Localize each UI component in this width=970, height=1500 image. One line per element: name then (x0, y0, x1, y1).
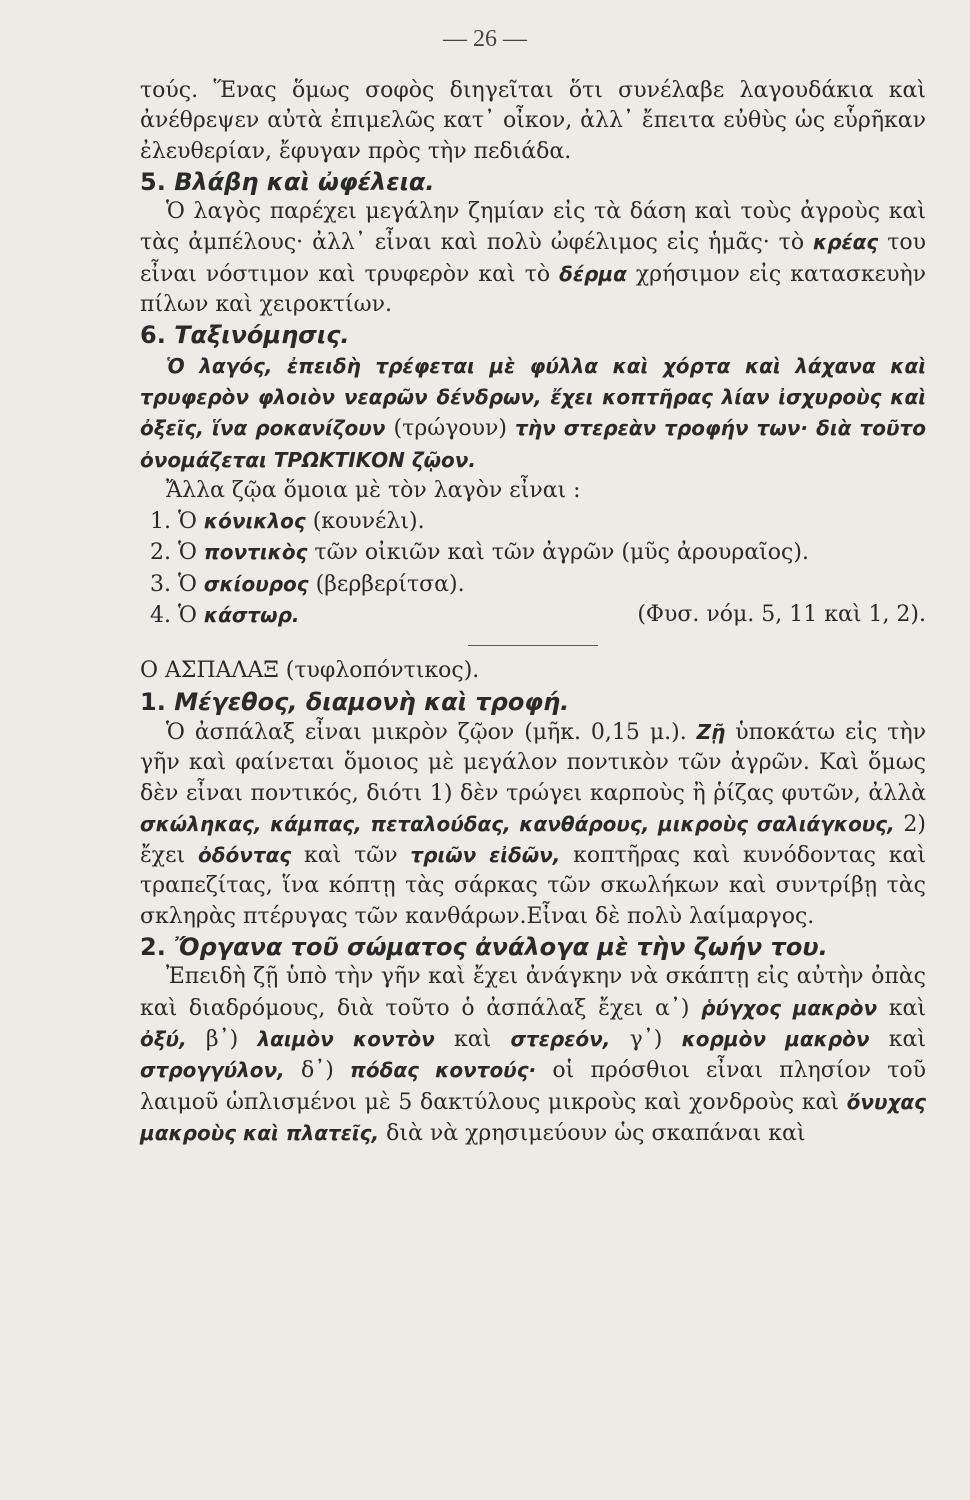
list-item: 4. Ὁ κάστωρ. (Φυσ. νόμ. 5, 11 καὶ 1, 2). (150, 600, 926, 631)
section-title: Ο ΑΣΠΑΛΑΞ (τυφλοπόντικος). (140, 658, 480, 684)
paragraph-damage: Ὁ λαγὸς παρέχει μεγάλην ζημίαν εἰς τὰ δάση καὶ τοὺς ἀγροὺς καὶ τὰς ἀμπέλους· ἀλλ᾿ εἶναι καὶ πολὺ ὠφέλιμος εἰς ἡμᾶς· τὸ κρέας του εἶναι νόστιμον καὶ τρυφερὸν καὶ τὸ δέρμα χρήσιμον εἰς κατασκευὴν πίλων καὶ χειροκτίων. (140, 199, 926, 318)
reference: (Φυσ. νόμ. 5, 11 καὶ 1, 2). (637, 602, 926, 628)
similar-animals-list (140, 506, 926, 631)
heading-classification: 6. Ταξινόμησις. (140, 321, 350, 350)
paragraph-similar-animals: Ἄλλα ζῷα ὅμοια μὲ τὸν λαγὸν εἶναι : (166, 477, 581, 503)
paragraph-body-organs: Ἐπειδὴ ζῇ ὑπὸ τὴν γῆν καὶ ἔχει ἀνάγκην νὰ σκάπτῃ εἰς αὐτὴν ὀπὰς καὶ διαδρόμους, διὰ τοῦτο ὁ ἀσπάλαξ ἔχει α᾿) ῥύγχος μακρὸν καὶ ὀξύ, β᾿) λαιμὸν κοντὸν καὶ στερεόν, γ᾿) κορμὸν μακρὸν καὶ στρογγύλον, δ᾿) πόδας κοντούς· οἱ πρόσθιοι εἶναι πλησίον τοῦ λαιμοῦ ὡπλισμένοι μὲ 5 δακτύλους μικροὺς καὶ χονδροὺς καὶ ὄνυχας μακροὺς καὶ πλατεῖς, διὰ νὰ χρησιμεύουν ὡς σκαπάναι καὶ (140, 964, 927, 1146)
paragraph-mole-description: Ὁ ἀσπάλαξ εἶναι μικρὸν ζῷον (μῆκ. 0,15 μ.). Ζῇ ὑποκάτω εἰς τὴν γῆν καὶ φαίνεται ὅμοιος μὲ μεγάλον ποντικὸν τῶν ἀγρῶν. Καὶ ὅμως δὲν εἶναι ποντικός, διότι 1) δὲν τρώγει καρποὺς ἢ ῥίζας φυτῶν, ἀλλὰ σκώληκας, κάμπας, πεταλούδας, κανθάρους, μικροὺς σαλιάγκους, 2) ἔχει ὀδόντας καὶ τῶν τριῶν εἰδῶν, κοπτῆρας καὶ κυνόδοντας καὶ τραπεζίτας, ἵνα κόπτῃ τὰς σάρκας τῶν σκωλήκων καὶ συντρίβῃ τὰς σκληρὰς πτέρυγας τῶν κανθάρων.Εἶναι δὲ πολὺ λαίμαργος. (140, 719, 927, 929)
divider (468, 645, 598, 646)
heading-damage-benefit: 5. Βλάβη καὶ ὠφέλεια. (140, 167, 435, 196)
heading-size-habitat: 1. Μέγεθος, διαμονὴ καὶ τροφή. (140, 687, 570, 716)
list-item: 1. Ὁ κόνικλος (κουνέλι). (150, 509, 425, 535)
page-text (140, 76, 926, 1149)
paragraph-continuation: τούς. Ἕνας ὅμως σοφὸς διηγεῖται ὅτι συνέλαβε λαγουδάκια καὶ ἀνέθρεψεν αὐτὰ ἐπιμελῶς κατ᾿ οἶκον, ἀλλ᾿ ἔπειτα εὐθὺς ὡς εὗρῆκαν ἐλευθερίαν, ἔφυγαν πρὸς τὴν πεδιάδα. (140, 78, 926, 164)
heading-body-organs: 2. Ὄργανα τοῦ σώματος ἀνάλογα μὲ τὴν ζωήν του. (140, 933, 828, 962)
paragraph-classification: Ὁ λαγός, ἐπειδὴ τρέφεται μὲ φύλλα καὶ χόρτα καὶ λάχανα καὶ τρυφερὸν φλοιὸν νεαρῶν δένδρων, ἔχει κοπτῆρας λίαν ἰσχυροὺς καὶ ὀξεῖς, ἵνα ροκανίζουν (τρώγουν) τὴν στερεὰν τροφήν των· διὰ τοῦτο ὀνομάζεται ΤΡΩΚΤΙΚΟΝ ζῷον. (140, 353, 926, 472)
list-item: 3. Ὁ σκίουρος (βερβερίτσα). (150, 571, 465, 597)
page-number: — 26 — (443, 26, 527, 52)
list-item: 2. Ὁ ποντικὸς τῶν οἰκιῶν καὶ τῶν ἀγρῶν (μῦς ἀρουραῖος). (150, 540, 809, 566)
